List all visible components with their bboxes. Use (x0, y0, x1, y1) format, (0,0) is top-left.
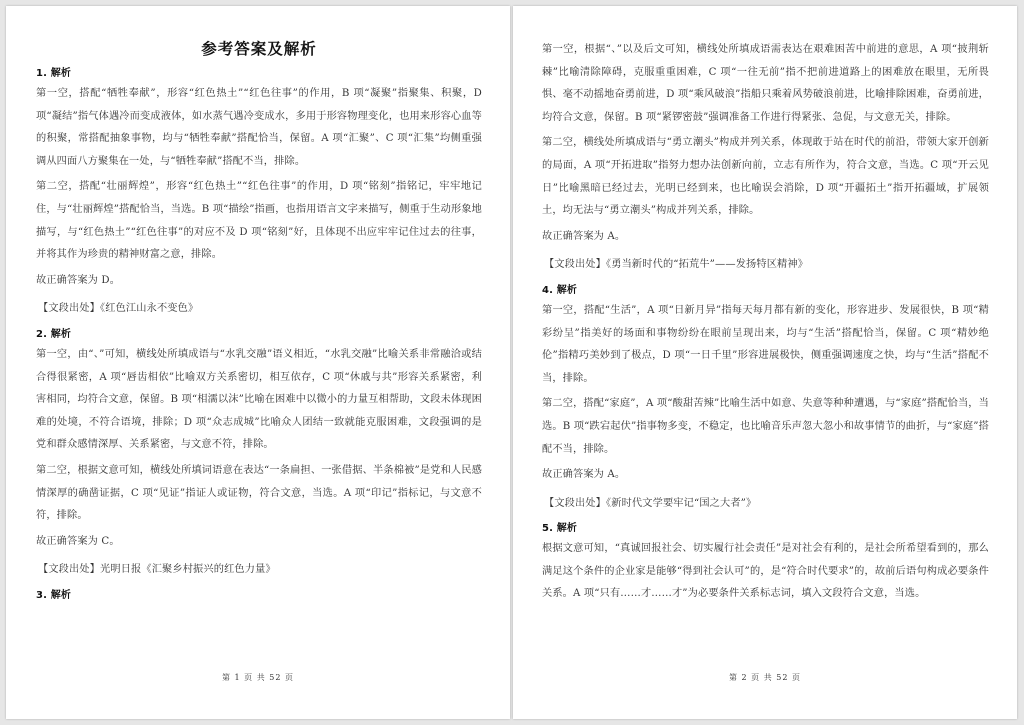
question-2-paragraph-2: 第二空，根据文意可知，横线处所填词语意在表达“一条扁担、一张借据、半条棉被”是党和人民感情深厚的确凿证据，C 项“见证”指证人或证物，符合文意，当选。A 项“印记”指标记，与文意不符，排除。 (36, 464, 482, 522)
page-2-content (542, 39, 989, 609)
question-5-paragraph-1: 根据文意可知，“真诚回报社会、切实履行社会责任”是对社会有利的，是社会所希望看到的，那么满足这个条件的企业家是能够“得到社会认可”的，是“符合时代要求”的，故前后语句构成必要条件关系。A 项“只有……才……才”为必要条件关系标志词，填入文段符合文意，当选。 (542, 543, 989, 600)
page-number: 第 2 页 共 52 页 (729, 673, 801, 682)
question-3-source: 【文段出处】《勇当新时代的“拓荒牛”——发扬特区精神》 (544, 259, 809, 271)
question-4-answer: 故正确答案为 A。 (542, 469, 626, 481)
question-2-heading: 2. 解析 (36, 328, 71, 340)
question-5-heading: 5. 解析 (542, 523, 577, 535)
question-3-paragraph-1: 第一空，根据“、”以及后文可知，横线处所填成语需表达在艰难困苦中前进的意思，A 项“披荆斩棘”比喻清除障碍，克服重重困难，C 项“一往无前”指不把前进道路上的困难放在眼里，无所畏惧、毫不动摇地奋勇前进，D 项“乘风破浪”指船只乘着风势破浪前进，比喻排除困难，奋勇前进，均符合文意，保留。B 项“紧锣密鼓”强调准备工作进行得紧张、急促，与文意无关，排除。 (542, 44, 989, 123)
question-4-paragraph-2: 第二空，搭配“家庭”，A 项“酸甜苦辣”比喻生活中如意、失意等种种遭遇，与“家庭”搭配恰当，当选。B 项“跌宕起伏”指事物多变，不稳定，也比喻音乐声忽大忽小和故事情节的曲折，与“家庭”搭配不当，排除。 (542, 398, 989, 455)
question-2-source: 【文段出处】光明日报《汇聚乡村振兴的红色力量》 (38, 564, 276, 576)
question-4-source: 【文段出处】《新时代文学要牢记“国之大者”》 (544, 497, 757, 509)
question-1-paragraph-2: 第二空，搭配“壮丽辉煌”，形容“红色热土”“红色往事”的作用，D 项“铭刻”指铭记，牢牢地记住，与“壮丽辉煌”搭配恰当，当选。B 项“描绘”指画，也指用语言文字来描写，侧重于生动形象地描写，与“红色热土”“红色往事”的对应不及 D 项“铭刻”好，且体现不出应牢牢记住过去的往事，并将其作为珍贵的精神财富之意，排除。 (36, 181, 482, 261)
question-4-heading: 4. 解析 (542, 284, 577, 296)
page-1-content (36, 36, 482, 605)
page-2 (513, 6, 1017, 719)
question-3-heading: 3. 解析 (36, 589, 71, 601)
question-2-paragraph-1: 第一空，由“、”可知，横线处所填成语与“水乳交融”语义相近，“水乳交融”比喻关系非常融洽或结合得很紧密，A 项“唇齿相依”比喻双方关系密切，相互依存，C 项“休戚与共”形容关系紧密，利害相同，均符合文意，保留。B 项“相濡以沫”比喻在困难中以微小的力量互相帮助，文段未体现困难的处境，不符合语境，排除；D 项“众志成城”比喻众人团结一致就能克服困难，文段强调的是党和群众感情深厚、关系紧密，与文意不符，排除。 (36, 348, 482, 451)
question-3-answer: 故正确答案为 A。 (542, 230, 626, 242)
question-1-answer: 故正确答案为 D。 (36, 274, 121, 286)
question-1-paragraph-1: 第一空，搭配“牺牲奉献”，形容“红色热土”“红色往事”的作用，B 项“凝聚”指聚集、积聚，D 项“凝结”指气体遇冷而变成液体，如水蒸气遇冷变成水，多用于形容物理变化，也用来形容心血等的积聚，常搭配抽象事物，均与“牺牲奉献”搭配恰当，保留。A 项“汇聚”、C 项“汇集”均侧重强调从四面八方聚集在一处，与“牺牲奉献”搭配不当，排除。 (36, 88, 482, 167)
question-1-heading: 1. 解析 (36, 68, 71, 79)
question-1-source: 【文段出处】《红色江山永不变色》 (38, 303, 199, 315)
question-4-paragraph-1: 第一空，搭配“生活”，A 项“日新月异”指每天每月都有新的变化，形容进步、发展很快，B 项“精彩纷呈”指美好的场面和事物纷纷在眼前呈现出来，均与“生活”搭配恰当，保留。C 项“精妙绝伦”指精巧美妙到了极点，D 项“一日千里”形容进展极快，侧重强调速度之快，均与“生活”搭配不当，排除。 (542, 304, 989, 384)
page-number: 第 1 页 共 52 页 (222, 673, 294, 682)
question-2-answer: 故正确答案为 C。 (36, 535, 120, 547)
page-1 (6, 6, 510, 719)
document-title: 参考答案及解析 (201, 40, 317, 58)
question-3-paragraph-2: 第二空，横线处所填成语与“勇立潮头”构成并列关系，体现敢于站在时代的前沿，带领大家开创新的局面，A 项“开拓进取”指努力想办法创新向前，立志有所作为，符合文意，当选。C 项“开云见日”比喻黑暗已经过去，光明已经到来，也比喻误会消除，D 项“开疆拓土”指开拓疆域，扩展领土，均无法与“勇立潮头”构成并列关系，排除。 (542, 137, 989, 217)
